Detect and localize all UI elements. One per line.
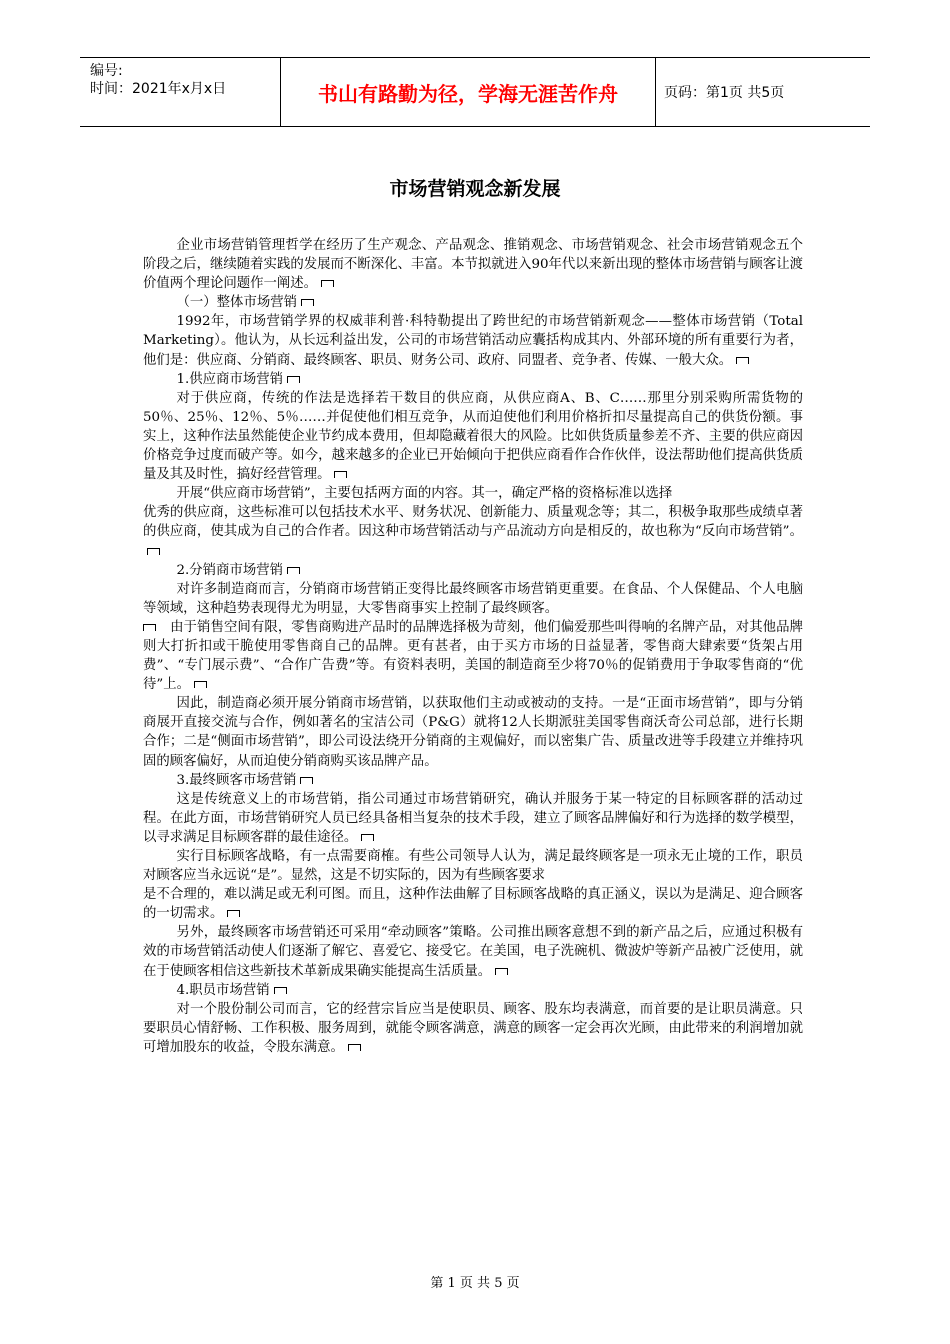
paragraph-mark-icon bbox=[348, 1044, 361, 1051]
paragraph: 企业市场营销管理哲学在经历了生产观念、产品观念、推销观念、市场营销观念、社会市场营销观念五个阶段之后，继续随着实践的发展而不断深化、丰富。本节拟就进入90年代以来新出现的整体市场营销与顾客让渡价值两个理论问题作一阐述。 bbox=[143, 238, 803, 292]
page-info: 页码：第1页 共5页 bbox=[664, 85, 785, 101]
paragraph-mark-icon bbox=[361, 834, 374, 841]
subsection-heading: 3.最终顾客市场营销 bbox=[143, 771, 803, 790]
date-label: 时间：2021年x月x日 bbox=[90, 81, 227, 97]
number-label: 编号: bbox=[90, 63, 123, 79]
paragraph: 对一个股份制公司而言，它的经营宗旨应当是使职员、顾客、股东均表满意，而首要的是让职员满意。只要职员心情舒畅、工作积极、服务周到，就能令顾客满意，满意的顾客一定会再次光顾，由此带来的利润增加就可增加股东的收益，令股东满意。 bbox=[143, 1001, 803, 1055]
paragraph: 这是传统意义上的市场营销，指公司通过市场营销研究，确认并服务于某一特定的目标顾客群的活动过程。在此方面，市场营销研究人员已经具备相当复杂的技术手段，建立了顾客品牌偏好和行为选择的数学模型，以寻求满足目标顾客群的最佳途径。 bbox=[143, 791, 803, 845]
paragraph: 是不合理的，难以满足或无利可图。而且，这种作法曲解了目标顾客战略的真正涵义，误以为是满足、迎合顾客的一切需求。 bbox=[143, 887, 803, 922]
paragraph-mark-icon bbox=[227, 910, 240, 917]
paragraph: 1992年，市场营销学界的权威菲利普·科特勒提出了跨世纪的市场营销新观念——整体市场营销（Total Marketing）。他认为，从长远利益出发，公司的市场营销活动应囊括构成其内、外部环境的所有重要行为者，他们是：供应商、分销商、最终顾客、职员、财务公司、政府、同盟者、竞争者、传媒、一般大众。 bbox=[143, 314, 803, 368]
paragraph-mark-icon bbox=[334, 471, 347, 478]
document-title: 市场营销观念新发展 bbox=[389, 178, 561, 200]
paragraph: 实行目标顾客战略，有一点需要商榷。有些公司领导人认为，满足最终顾客是一项永无止境的工作，职员对顾客应当永远说“是”。显然，这是不切实际的，因为有些顾客要求 bbox=[143, 849, 803, 884]
paragraph: 因此，制造商必须开展分销商市场营销，以获取他们主动或被动的支持。一是“正面市场营销”，即与分销商展开直接交流与合作，例如著名的宝洁公司（P&G）就将12人长期派驻美国零售商沃奇公司总部，进行长期合作；二是“侧面市场营销”，即公司设法绕开分销商的主观偏好，而以密集广告、质量改进等手段建立并维持巩固的顾客偏好，从而迫使分销商购买该品牌产品。 bbox=[143, 696, 803, 769]
subsection-heading: 1.供应商市场营销 bbox=[143, 370, 803, 389]
paragraph-mark-icon bbox=[194, 681, 207, 688]
paragraph: 由于销售空间有限，零售商购进产品时的品牌选择极为苛刻，他们偏爱那些叫得响的名牌产品，对其他品牌则大打折扣或干脆使用零售商自己的品牌。更有甚者，由于买方市场的日益显著，零售商大肆索要“货架占用费”、“专门展示费”、“合作广告费”等。有资料表明，美国的制造商至少将70％的促销费用于争取零售商的“优待”上。 bbox=[143, 619, 803, 693]
paragraph-mark-icon bbox=[301, 299, 314, 306]
paragraph: 对于供应商，传统的作法是选择若干数目的供应商，从供应商A、B、C……那里分别采购所需货物的50％、25％、12％、5％……并促使他们相互竞争，从而迫使他们利用价格折扣尽量提高自己的供货份额。事实上，这种作法虽然能使企业节约成本费用，但却隐藏着很大的风险。比如供货质量参差不齐、主要的供应商因价格竞争过度而破产等。如今，越来越多的企业已开始倾向于把供应商看作合作伙伴，设法帮助他们提高供货质量及其及时性，搞好经营管理。 bbox=[143, 390, 803, 483]
paragraph-mark-icon bbox=[300, 777, 313, 784]
paragraph-mark-icon bbox=[495, 968, 508, 975]
section-heading: （一）整体市场营销 bbox=[143, 293, 803, 312]
header-left-cell bbox=[80, 58, 281, 126]
paragraph-mark-icon bbox=[143, 624, 156, 631]
header-table bbox=[80, 57, 870, 127]
paragraph-mark-icon bbox=[736, 357, 749, 364]
paragraph-mark-icon bbox=[274, 987, 287, 994]
document-body bbox=[143, 236, 803, 1057]
paragraph: 开展“供应商市场营销”，主要包括两方面的内容。其一，确定严格的资格标准以选择 bbox=[176, 486, 673, 502]
paragraph: 对许多制造商而言，分销商市场营销正变得比最终顾客市场营销更重要。在食品、个人保健品、个人电脑等领域，这种趋势表现得尤为明显，大零售商事实上控制了最终顾客。 bbox=[143, 581, 803, 616]
subsection-heading: 2.分销商市场营销 bbox=[143, 561, 803, 580]
paragraph: 另外，最终顾客市场营销还可采用“牵动顾客”策略。公司推出顾客意想不到的新产品之后，应通过积极有效的市场营销活动使人们逐渐了解它、喜爱它、接受它。在美国，电子洗碗机、微波炉等新产品被广泛使用，就在于使顾客相信这些新技术革新成果确实能提高生活质量。 bbox=[143, 925, 803, 979]
paragraph-mark-icon bbox=[147, 548, 160, 555]
paragraph-mark-icon bbox=[287, 376, 300, 383]
paragraph-mark-icon bbox=[287, 567, 300, 574]
subsection-heading: 4.职员市场营销 bbox=[143, 981, 803, 1000]
paragraph: 优秀的供应商，这些标准可以包括技术水平、财务状况、创新能力、质量观念等；其二，积极争取那些成绩卓著的供应商，使其成为自己的合作者。因这种市场营销活动与产品流动方向是相反的，故也称为“反向市场营销”。 bbox=[143, 503, 803, 560]
paragraph-mark-icon bbox=[321, 280, 334, 287]
page-footer: 第 1 页 共 5 页 bbox=[430, 1276, 520, 1291]
motto: 书山有路勤为径，学海无涯苦作舟 bbox=[281, 58, 656, 126]
